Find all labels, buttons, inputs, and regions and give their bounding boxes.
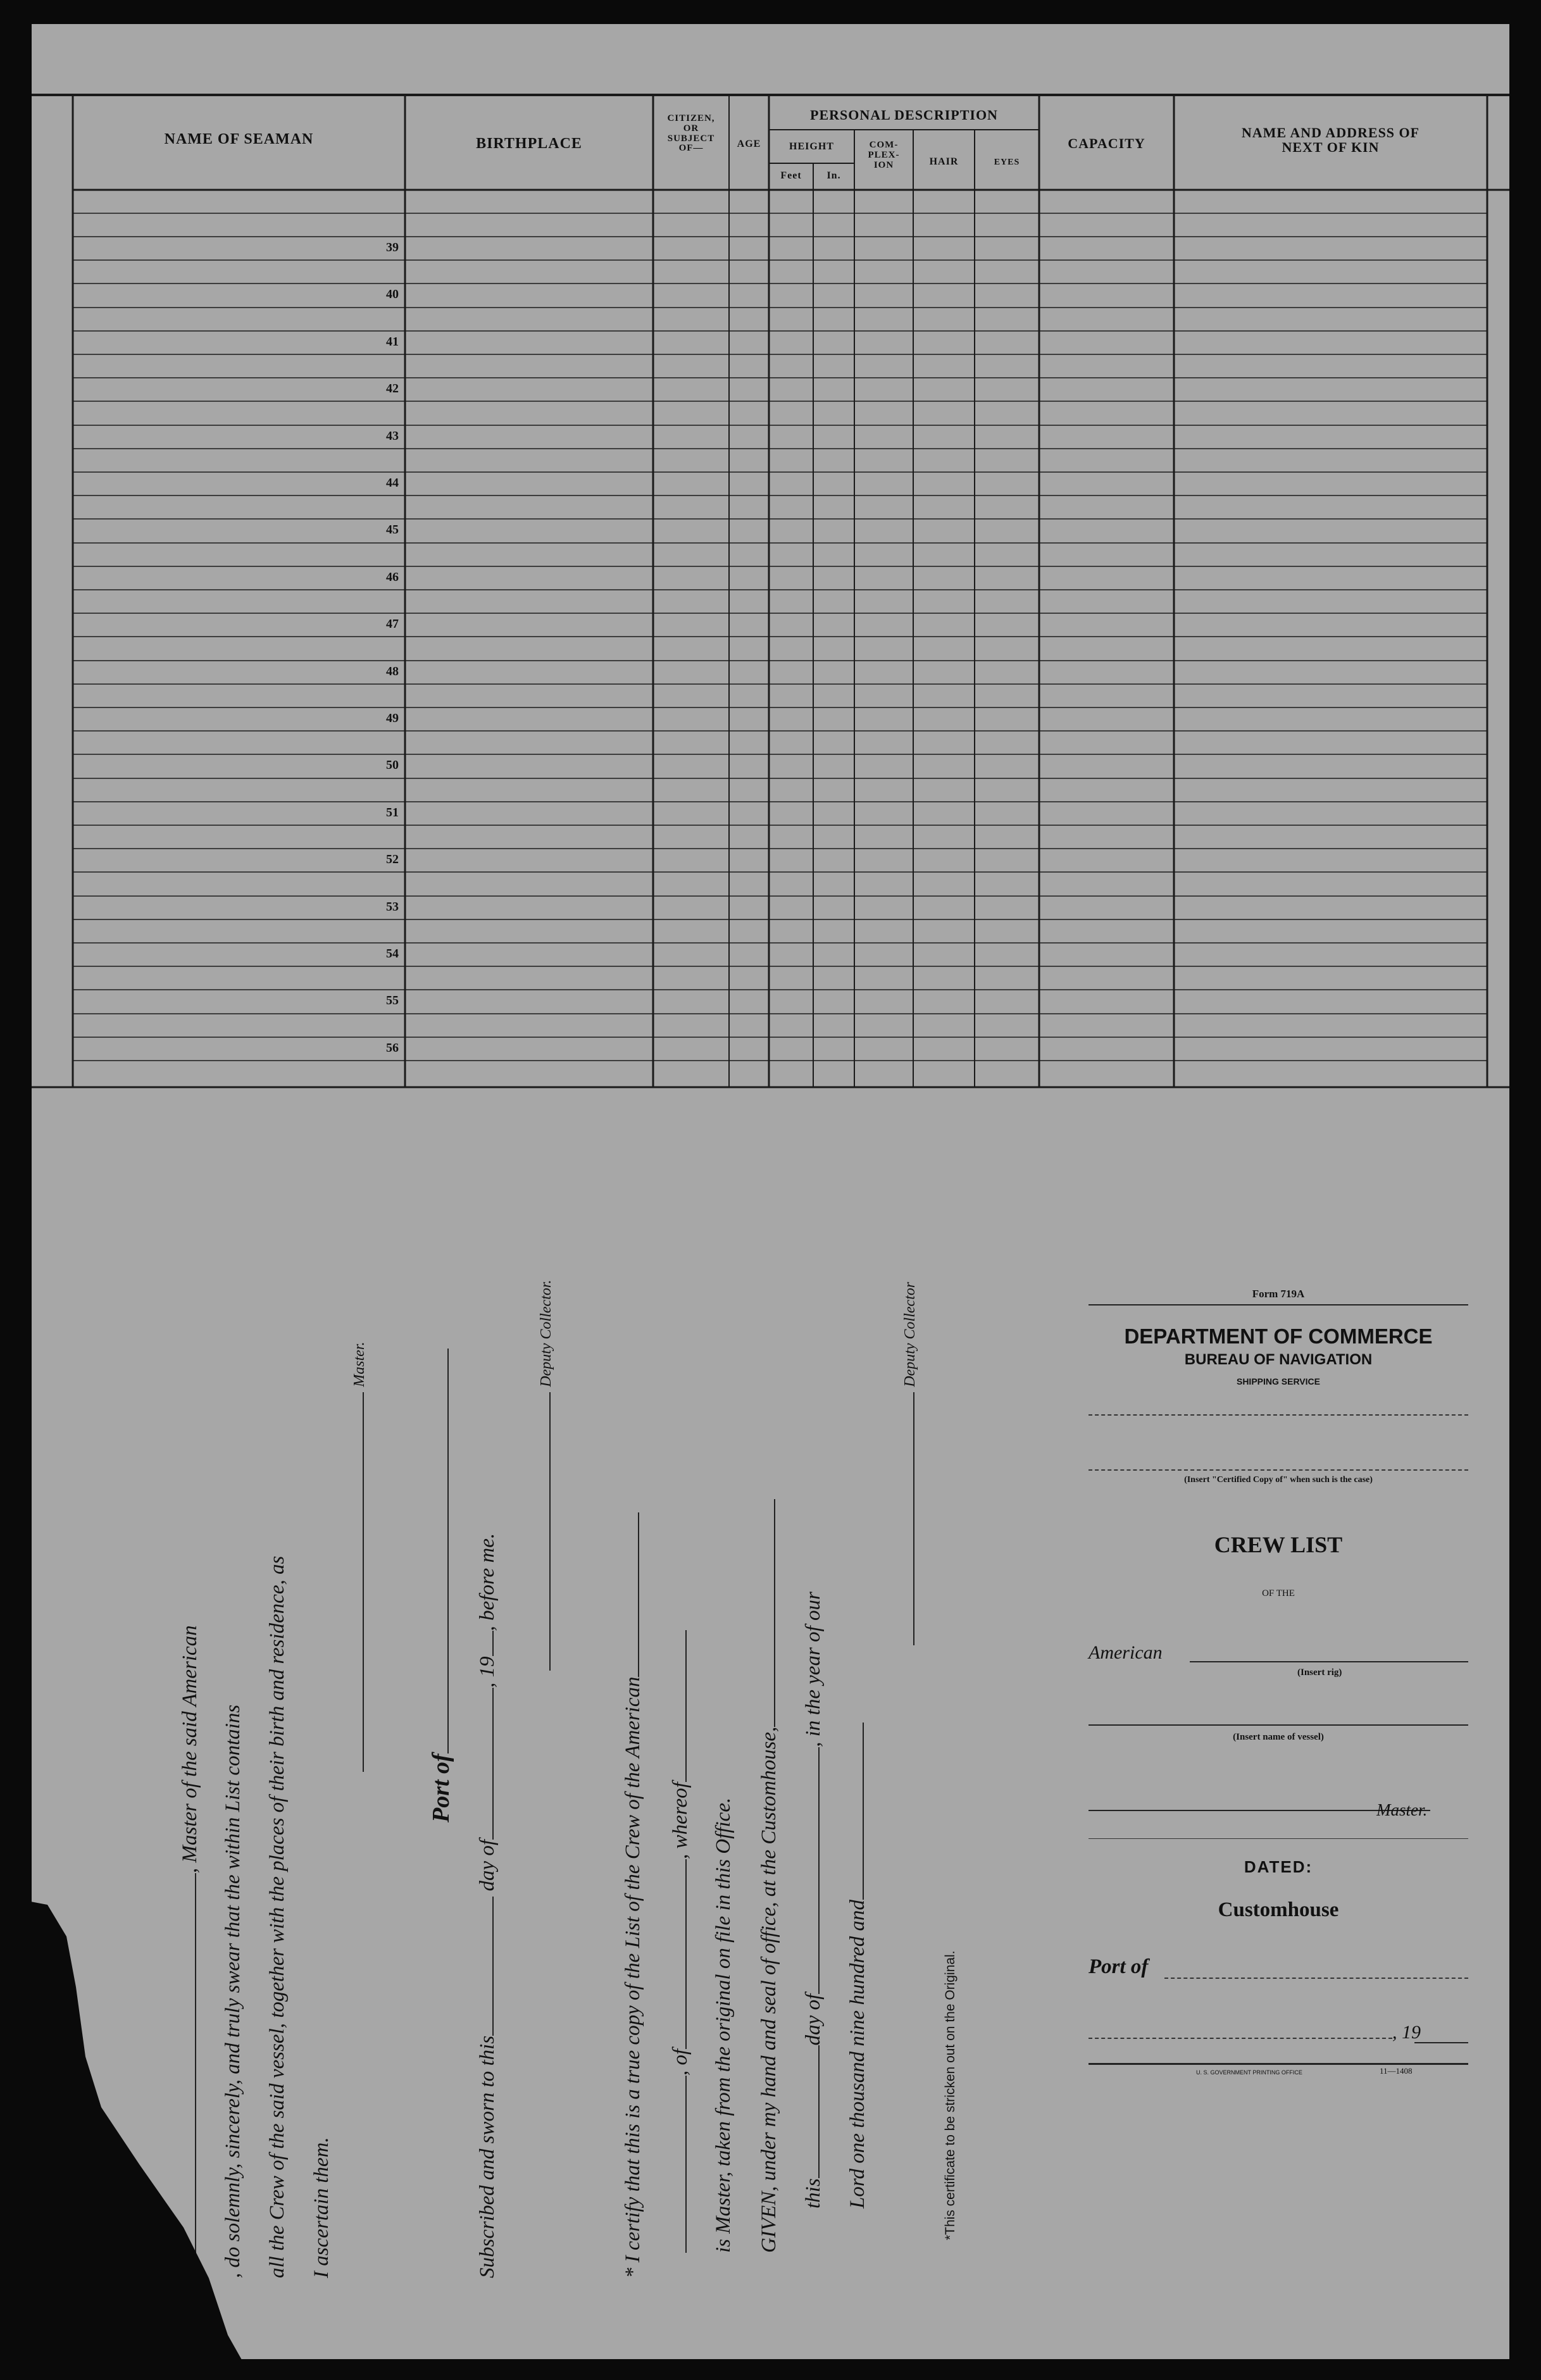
row-number: 48 <box>386 664 399 678</box>
oath-this-day-line: thisday of, in the year of our <box>802 1592 825 2209</box>
service-title: SHIPPING SERVICE <box>1236 1376 1320 1386</box>
row-number: 45 <box>386 523 399 537</box>
crew-table-grid <box>0 0 1541 1095</box>
oath-section <box>95 1202 1006 2278</box>
row-number: 55 <box>386 994 399 1007</box>
of-the-label: OF THE <box>1262 1588 1295 1598</box>
bureau-title: BUREAU OF NAVIGATION <box>1184 1351 1373 1368</box>
row-number: 43 <box>386 429 399 443</box>
oath-is-master-line: is Master, taken from the original on file in this Office. <box>712 1797 735 2253</box>
row-number: 50 <box>386 758 399 772</box>
header-hair: HAIR <box>929 156 959 167</box>
row-number: 44 <box>386 476 399 490</box>
insert-rig-note: (Insert rig) <box>1297 1667 1342 1678</box>
oath-line-swear: , do solemnly, sincerely, and truly swear that the within List contains <box>221 1704 244 2278</box>
oath-given-line: GIVEN, under my hand and seal of office, at the Customhouse, <box>756 1499 781 2253</box>
print-code: 11—1408 <box>1380 2066 1413 2076</box>
oath-subscribed-line: Subscribed and sworn to this day of, 19, before me. <box>476 1533 499 2278</box>
oath-footnote: *This certificate to be stricken out on the Original. <box>943 1950 958 2240</box>
oath-line-crew: all the Crew of the said vessel, together with the places of their birth and residence, as <box>266 1555 289 2278</box>
oath-deputy-collector-1: Deputy Collector. <box>532 1280 556 1671</box>
insert-vessel-note: (Insert name of vessel) <box>1233 1732 1324 1742</box>
form-number: Form 719A <box>1252 1288 1305 1300</box>
printer-line: U. S. GOVERNMENT PRINTING OFFICE <box>1196 2069 1302 2076</box>
oath-line-master-of-vessel: , Master of the said American <box>177 1625 202 2278</box>
oath-deputy-collector-2: Deputy Collector <box>895 1282 920 1645</box>
header-age: AGE <box>737 139 761 149</box>
header-next-of-kin: NAME AND ADDRESS OF NEXT OF KIN <box>1241 125 1420 156</box>
oath-port-of: Port of <box>427 1349 455 1822</box>
american-rig-line: American <box>1089 1642 1163 1663</box>
header-name-of-seaman: NAME OF SEAMAN <box>164 131 314 147</box>
header-complexion: COM- PLEX- ION <box>868 140 900 170</box>
header-personal-description: PERSONAL DESCRIPTION <box>810 107 998 123</box>
row-number: 39 <box>386 240 399 254</box>
header-capacity: CAPACITY <box>1068 135 1145 151</box>
row-number: 54 <box>386 947 399 961</box>
oath-of-whereof-line: , of, whereof <box>668 1630 692 2253</box>
row-number: 51 <box>386 806 399 819</box>
row-number: 47 <box>386 617 399 631</box>
crew-list-title: CREW LIST <box>1214 1532 1343 1557</box>
insert-certified-note: (Insert "Certified Copy of" when such is the case) <box>1184 1475 1373 1485</box>
oath-lord-line: Lord one thousand nine hundred and <box>845 1723 870 2209</box>
header-citizen: CITIZEN, OR SUBJECT OF— <box>667 113 715 154</box>
row-number: 40 <box>386 287 399 301</box>
header-inches: In. <box>827 170 841 181</box>
row-number: 46 <box>386 570 399 584</box>
row-number: 52 <box>386 852 399 866</box>
oath-master-signature: Master. <box>345 1342 370 1772</box>
cover-port-of: Port of <box>1089 1955 1149 1978</box>
dated-label: DATED: <box>1244 1857 1313 1876</box>
customhouse-label: Customhouse <box>1218 1898 1339 1921</box>
row-number: 53 <box>386 900 399 914</box>
row-number: 42 <box>386 382 399 396</box>
cover-year: , 19 <box>1392 2022 1421 2043</box>
oath-certify-line: * I certify that this is a true copy of the List of the Crew of the American <box>620 1512 645 2278</box>
header-eyes: EYES <box>994 158 1020 167</box>
department-title: DEPARTMENT OF COMMERCE <box>1124 1324 1433 1348</box>
header-height: HEIGHT <box>789 141 834 152</box>
row-number: 49 <box>386 711 399 725</box>
header-birthplace: BIRTHPLACE <box>476 135 582 152</box>
oath-line-ascertain: I ascertain them. <box>310 2137 333 2278</box>
row-number: 41 <box>386 335 399 349</box>
cover-master-label: Master. <box>1376 1800 1428 1819</box>
header-feet: Feet <box>780 170 802 181</box>
row-number: 56 <box>386 1041 399 1055</box>
cover-panel <box>1089 1288 1468 2098</box>
